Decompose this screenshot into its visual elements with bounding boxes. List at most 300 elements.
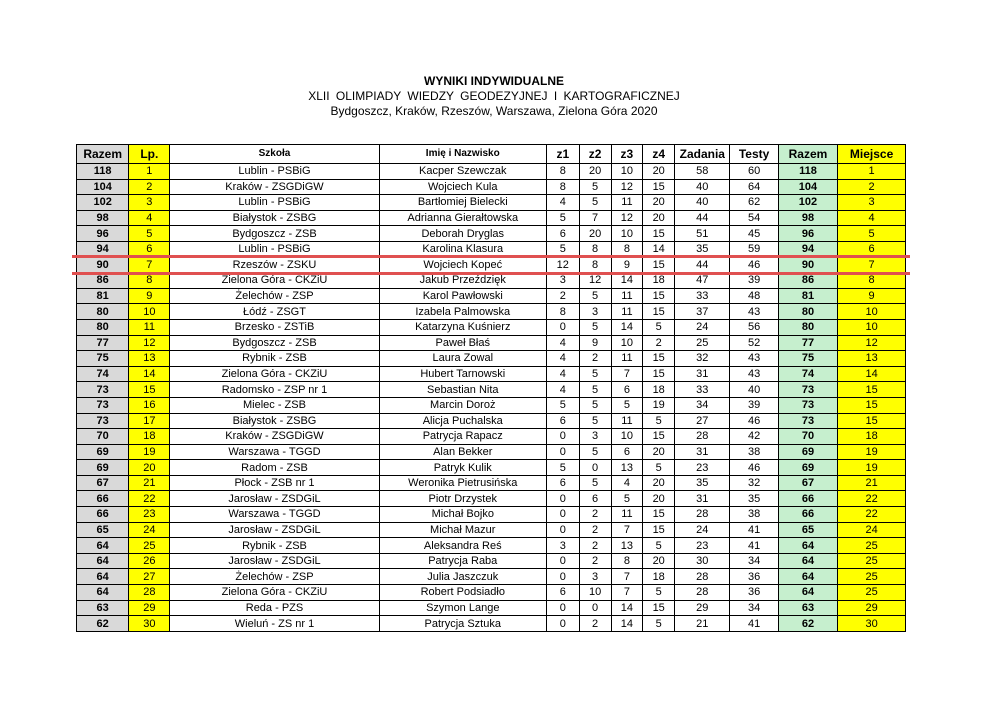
cell-z1: 8 [546,304,579,320]
cell-imie-nazwisko: Piotr Drzystek [379,491,546,507]
cell-miejsce: 1 [838,164,906,180]
cell-z1: 5 [546,397,579,413]
cell-z4: 15 [643,226,675,242]
cell-z4: 5 [643,319,675,335]
cell-miejsce: 24 [838,522,906,538]
cell-z3: 4 [611,475,643,491]
cell-z3: 13 [611,460,643,476]
cell-imie-nazwisko: Izabela Palmowska [379,304,546,320]
cell-miejsce: 4 [838,210,906,226]
cell-zadania: 32 [675,351,730,367]
cell-lp: 13 [129,351,170,367]
cell-z4: 20 [643,475,675,491]
cell-testy: 64 [730,179,778,195]
cell-zadania: 21 [675,616,730,632]
cell-razem: 98 [778,210,838,226]
cell-z2: 10 [579,585,611,601]
cell-miejsce: 9 [838,288,906,304]
cell-testy: 48 [730,288,778,304]
cell-razem-total: 74 [77,366,129,382]
cell-razem: 104 [778,179,838,195]
cell-szkola: Brzesko - ZSTiB [170,319,379,335]
cell-imie-nazwisko: Robert Podsiadło [379,585,546,601]
cell-z2: 2 [579,553,611,569]
cell-z3: 6 [611,382,643,398]
cell-testy: 56 [730,319,778,335]
cell-razem: 77 [778,335,838,351]
header-z4: z4 [643,145,675,164]
cell-z1: 0 [546,507,579,523]
cell-razem-total: 64 [77,585,129,601]
cell-z2: 2 [579,351,611,367]
cell-zadania: 40 [675,195,730,211]
cell-z2: 2 [579,616,611,632]
cell-z4: 20 [643,210,675,226]
table-row [77,538,906,554]
cell-z1: 6 [546,585,579,601]
cell-lp: 24 [129,522,170,538]
cell-testy: 46 [730,413,778,429]
cell-z4: 15 [643,507,675,523]
cell-razem-total: 98 [77,210,129,226]
cell-razem-total: 67 [77,475,129,491]
cell-z4: 15 [643,288,675,304]
cell-razem-total: 86 [77,273,129,289]
cell-zadania: 23 [675,538,730,554]
cell-z1: 0 [546,553,579,569]
cell-z3: 10 [611,226,643,242]
cell-razem-total: 90 [77,257,129,273]
cell-testy: 40 [730,382,778,398]
cell-szkola: Żelechów - ZSP [170,288,379,304]
cell-zadania: 44 [675,210,730,226]
cell-z1: 5 [546,241,579,257]
cell-z2: 5 [579,444,611,460]
cell-miejsce: 13 [838,351,906,367]
cell-razem-total: 62 [77,616,129,632]
cell-miejsce: 15 [838,397,906,413]
cell-imie-nazwisko: Weronika Pietrusińska [379,475,546,491]
cell-testy: 41 [730,616,778,632]
cell-zadania: 27 [675,413,730,429]
cell-z1: 0 [546,491,579,507]
header-szkola: Szkoła [170,145,379,164]
cell-lp: 18 [129,429,170,445]
cell-zadania: 35 [675,475,730,491]
cell-miejsce: 5 [838,226,906,242]
table-row [77,335,906,351]
header-testy: Testy [730,145,778,164]
table-row [77,304,906,320]
cell-z3: 13 [611,538,643,554]
cell-zadania: 28 [675,429,730,445]
cell-z4: 14 [643,241,675,257]
cell-z3: 11 [611,195,643,211]
cell-testy: 36 [730,585,778,601]
cell-z4: 5 [643,413,675,429]
cell-z4: 20 [643,195,675,211]
cell-szkola: Bydgoszcz - ZSB [170,335,379,351]
cell-razem: 102 [778,195,838,211]
cell-razem: 118 [778,164,838,180]
cell-razem-total: 73 [77,397,129,413]
cell-razem-total: 81 [77,288,129,304]
cell-miejsce: 25 [838,585,906,601]
cell-razem: 81 [778,288,838,304]
cell-testy: 34 [730,600,778,616]
cell-z2: 5 [579,397,611,413]
cell-z1: 4 [546,382,579,398]
cell-testy: 60 [730,164,778,180]
table-row [77,351,906,367]
document-header [0,74,988,119]
highlight-line-bottom [72,272,910,275]
cell-imie-nazwisko: Szymon Lange [379,600,546,616]
cell-z4: 5 [643,585,675,601]
cell-z3: 11 [611,288,643,304]
cell-szkola: Lublin - PSBiG [170,164,379,180]
cell-lp: 14 [129,366,170,382]
cell-imie-nazwisko: Karol Pawłowski [379,288,546,304]
cell-z1: 4 [546,366,579,382]
header-miejsce: Miejsce [838,145,906,164]
cell-testy: 35 [730,491,778,507]
cell-lp: 19 [129,444,170,460]
cell-z1: 6 [546,475,579,491]
cell-lp: 23 [129,507,170,523]
cell-zadania: 33 [675,382,730,398]
table-row [77,210,906,226]
document-title: WYNIKI INDYWIDUALNE [424,74,564,88]
header-z1: z1 [546,145,579,164]
cell-z4: 5 [643,616,675,632]
cell-z2: 7 [579,210,611,226]
cell-z2: 20 [579,164,611,180]
cell-z2: 5 [579,179,611,195]
cell-szkola: Płock - ZSB nr 1 [170,475,379,491]
cell-testy: 54 [730,210,778,226]
cell-lp: 10 [129,304,170,320]
cell-z3: 9 [611,257,643,273]
cell-z1: 4 [546,195,579,211]
cell-imie-nazwisko: Laura Zowal [379,351,546,367]
cell-razem: 94 [778,241,838,257]
cell-razem-total: 64 [77,538,129,554]
cell-z4: 20 [643,491,675,507]
cell-z2: 2 [579,507,611,523]
cell-z4: 5 [643,460,675,476]
cell-miejsce: 8 [838,273,906,289]
cell-razem: 67 [778,475,838,491]
cell-testy: 38 [730,444,778,460]
cell-szkola: Rzeszów - ZSKU [170,257,379,273]
cell-miejsce: 19 [838,460,906,476]
cell-razem-total: 80 [77,304,129,320]
cell-razem-total: 70 [77,429,129,445]
cell-razem: 69 [778,460,838,476]
cell-imie-nazwisko: Patrycja Sztuka [379,616,546,632]
cell-miejsce: 19 [838,444,906,460]
table-row [77,366,906,382]
cell-lp: 4 [129,210,170,226]
cell-razem-total: 75 [77,351,129,367]
cell-razem-total: 73 [77,413,129,429]
cell-z1: 5 [546,210,579,226]
cell-razem: 64 [778,569,838,585]
cell-imie-nazwisko: Michał Bojko [379,507,546,523]
cell-razem: 80 [778,304,838,320]
cell-szkola: Kraków - ZSGDiGW [170,429,379,445]
cell-razem: 74 [778,366,838,382]
table-row [77,382,906,398]
cell-lp: 15 [129,382,170,398]
cell-z1: 5 [546,460,579,476]
cell-szkola: Lublin - PSBiG [170,195,379,211]
cell-razem-total: 102 [77,195,129,211]
cell-razem-total: 64 [77,569,129,585]
results-table [76,144,906,632]
cell-z2: 0 [579,600,611,616]
table-row [77,444,906,460]
cell-miejsce: 21 [838,475,906,491]
cell-imie-nazwisko: Paweł Błaś [379,335,546,351]
cell-z2: 5 [579,413,611,429]
cell-lp: 11 [129,319,170,335]
cell-szkola: Mielec - ZSB [170,397,379,413]
cell-z2: 5 [579,319,611,335]
table-row [77,553,906,569]
cell-razem: 64 [778,538,838,554]
cell-szkola: Reda - PZS [170,600,379,616]
cell-szkola: Rybnik - ZSB [170,351,379,367]
cell-miejsce: 22 [838,507,906,523]
cell-zadania: 35 [675,241,730,257]
cell-z4: 18 [643,382,675,398]
cell-imie-nazwisko: Aleksandra Reś [379,538,546,554]
table-row [77,585,906,601]
cell-lp: 16 [129,397,170,413]
cell-imie-nazwisko: Alicja Puchalska [379,413,546,429]
cell-z1: 0 [546,569,579,585]
cell-lp: 17 [129,413,170,429]
cell-z3: 14 [611,600,643,616]
cell-z3: 5 [611,397,643,413]
cell-szkola: Zielona Góra - CKZiU [170,366,379,382]
cell-szkola: Jarosław - ZSDGiL [170,522,379,538]
cell-szkola: Lublin - PSBiG [170,241,379,257]
cell-z4: 18 [643,273,675,289]
cell-razem-total: 65 [77,522,129,538]
cell-z4: 20 [643,553,675,569]
cell-lp: 12 [129,335,170,351]
cell-z3: 6 [611,444,643,460]
cell-imie-nazwisko: Wojciech Kopeć [379,257,546,273]
table-row [77,475,906,491]
cell-miejsce: 30 [838,616,906,632]
cell-testy: 43 [730,351,778,367]
cell-razem: 73 [778,382,838,398]
cell-z1: 3 [546,538,579,554]
cell-z3: 12 [611,210,643,226]
cell-razem-total: 66 [77,507,129,523]
cell-lp: 25 [129,538,170,554]
cell-razem-total: 96 [77,226,129,242]
cell-testy: 46 [730,257,778,273]
cell-z3: 14 [611,616,643,632]
cell-z1: 4 [546,351,579,367]
cell-z4: 18 [643,569,675,585]
cell-imie-nazwisko: Adrianna Gierałtowska [379,210,546,226]
cell-z3: 10 [611,429,643,445]
cell-z2: 6 [579,491,611,507]
cell-z1: 0 [546,319,579,335]
cell-z1: 8 [546,164,579,180]
cell-z3: 14 [611,319,643,335]
cell-testy: 34 [730,553,778,569]
cell-z3: 14 [611,273,643,289]
cell-z4: 2 [643,335,675,351]
cell-z2: 5 [579,475,611,491]
cell-z1: 12 [546,257,579,273]
cell-z4: 19 [643,397,675,413]
cell-testy: 43 [730,304,778,320]
cell-szkola: Radom - ZSB [170,460,379,476]
cell-zadania: 33 [675,288,730,304]
cell-zadania: 30 [675,553,730,569]
cell-z3: 8 [611,553,643,569]
cell-zadania: 28 [675,569,730,585]
cell-lp: 22 [129,491,170,507]
cell-razem: 62 [778,616,838,632]
cell-lp: 7 [129,257,170,273]
cell-z2: 2 [579,538,611,554]
cell-zadania: 31 [675,491,730,507]
cell-z4: 15 [643,304,675,320]
cell-szkola: Łódź - ZSGT [170,304,379,320]
cell-razem: 80 [778,319,838,335]
cell-lp: 9 [129,288,170,304]
cell-razem: 90 [778,257,838,273]
cell-razem: 96 [778,226,838,242]
cell-szkola: Warszawa - TGGD [170,507,379,523]
cell-imie-nazwisko: Kacper Szewczak [379,164,546,180]
cell-testy: 52 [730,335,778,351]
cell-szkola: Kraków - ZSGDiGW [170,179,379,195]
cell-lp: 2 [129,179,170,195]
cell-testy: 46 [730,460,778,476]
cell-miejsce: 29 [838,600,906,616]
cell-razem-total: 104 [77,179,129,195]
cell-razem: 73 [778,397,838,413]
cell-z4: 20 [643,164,675,180]
cell-zadania: 29 [675,600,730,616]
cell-imie-nazwisko: Bartłomiej Bielecki [379,195,546,211]
cell-z4: 15 [643,179,675,195]
cell-lp: 3 [129,195,170,211]
cell-imie-nazwisko: Julia Jaszczuk [379,569,546,585]
cell-z3: 7 [611,366,643,382]
table-row [77,491,906,507]
cell-razem-total: 118 [77,164,129,180]
cell-testy: 62 [730,195,778,211]
cell-miejsce: 3 [838,195,906,211]
cell-z1: 0 [546,444,579,460]
cell-lp: 26 [129,553,170,569]
cell-testy: 39 [730,273,778,289]
cell-testy: 42 [730,429,778,445]
cell-z2: 5 [579,366,611,382]
cell-testy: 41 [730,522,778,538]
cell-razem-total: 77 [77,335,129,351]
cell-imie-nazwisko: Alan Bekker [379,444,546,460]
cell-lp: 6 [129,241,170,257]
cell-szkola: Warszawa - TGGD [170,444,379,460]
cell-z4: 15 [643,366,675,382]
cell-z1: 0 [546,616,579,632]
cell-imie-nazwisko: Wojciech Kula [379,179,546,195]
cell-miejsce: 10 [838,319,906,335]
table-row [77,164,906,180]
table-row [77,226,906,242]
header-razem-total: Razem [77,145,129,164]
header-lp: Lp. [129,145,170,164]
cell-zadania: 58 [675,164,730,180]
cell-szkola: Bydgoszcz - ZSB [170,226,379,242]
cell-imie-nazwisko: Jakub Przeździęk [379,273,546,289]
cell-z4: 15 [643,600,675,616]
cell-szkola: Białystok - ZSBG [170,413,379,429]
cell-miejsce: 10 [838,304,906,320]
cell-miejsce: 15 [838,413,906,429]
cell-miejsce: 6 [838,241,906,257]
cell-imie-nazwisko: Marcin Doroż [379,397,546,413]
cell-z4: 5 [643,538,675,554]
cell-z2: 8 [579,257,611,273]
cell-miejsce: 25 [838,538,906,554]
cell-z2: 8 [579,241,611,257]
cell-zadania: 25 [675,335,730,351]
table-row [77,429,906,445]
cell-szkola: Zielona Góra - CKZiU [170,585,379,601]
cell-z3: 11 [611,507,643,523]
table-row [77,522,906,538]
table-row [77,600,906,616]
cell-razem-total: 80 [77,319,129,335]
cell-testy: 45 [730,226,778,242]
cell-razem-total: 69 [77,460,129,476]
cell-zadania: 44 [675,257,730,273]
table-row [77,460,906,476]
cell-miejsce: 7 [838,257,906,273]
cell-testy: 36 [730,569,778,585]
cell-z2: 3 [579,304,611,320]
cell-zadania: 31 [675,366,730,382]
cell-z1: 6 [546,413,579,429]
cell-miejsce: 2 [838,179,906,195]
cell-razem-total: 69 [77,444,129,460]
cell-z3: 11 [611,304,643,320]
cell-z1: 4 [546,335,579,351]
cell-testy: 32 [730,475,778,491]
table-row [77,319,906,335]
header-zadania: Zadania [675,145,730,164]
cell-razem-total: 66 [77,491,129,507]
cell-z2: 5 [579,195,611,211]
cell-razem: 63 [778,600,838,616]
cell-razem-total: 64 [77,553,129,569]
table-row [77,288,906,304]
cell-lp: 28 [129,585,170,601]
